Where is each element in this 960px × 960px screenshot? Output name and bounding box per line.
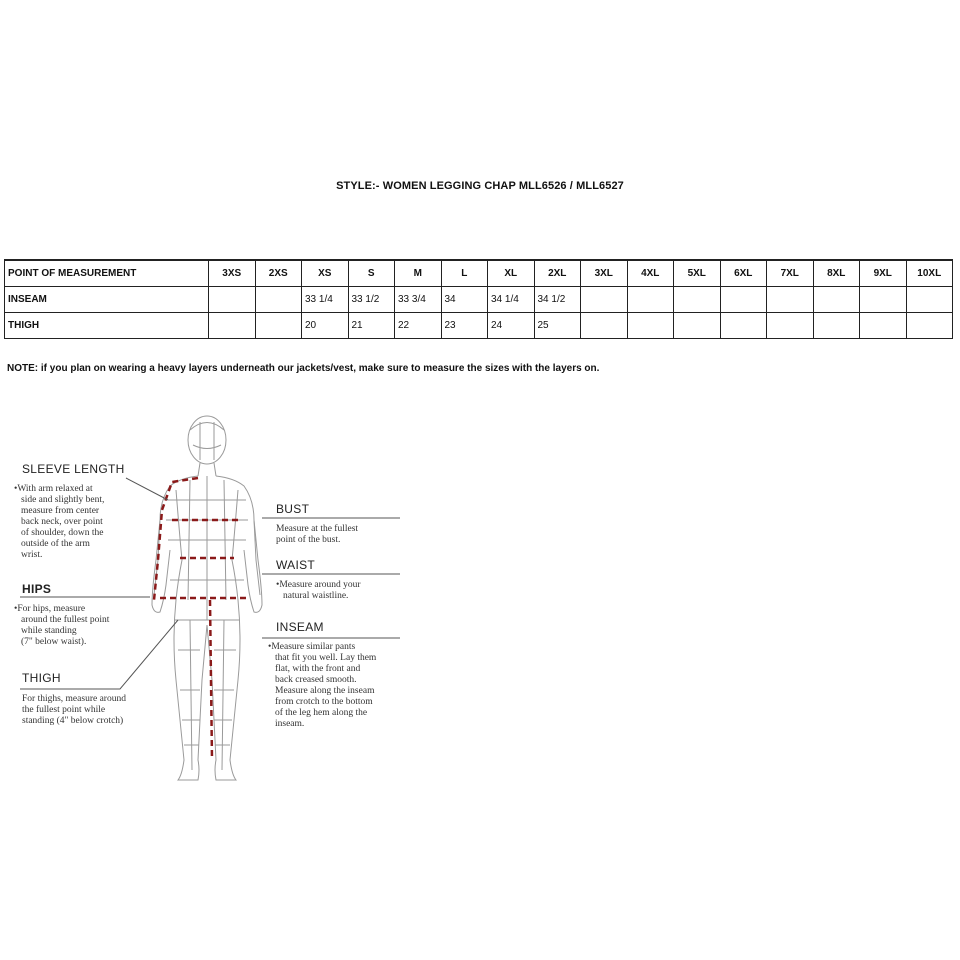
column-header: L bbox=[441, 260, 488, 286]
style-title: STYLE:- WOMEN LEGGING CHAP MLL6526 / MLL6527 bbox=[336, 180, 624, 192]
text-line: (7" below waist). bbox=[21, 637, 87, 647]
column-header: 4XL bbox=[627, 260, 674, 286]
text-line: • Measure around your bbox=[276, 580, 361, 591]
table-cell bbox=[767, 286, 814, 312]
text-line: from crotch to the bottom bbox=[275, 697, 373, 707]
table-cell bbox=[209, 312, 256, 338]
sleeve-length-label: SLEEVE LENGTH bbox=[22, 462, 125, 476]
table-cell bbox=[627, 312, 674, 338]
text-line: • For hips, measure bbox=[14, 604, 109, 615]
text-line: standing (4" below crotch) bbox=[22, 716, 124, 726]
text-line: the fullest point while bbox=[22, 705, 106, 715]
text-line: • Measure similar pants bbox=[268, 642, 376, 653]
text-line: inseam. bbox=[275, 719, 305, 729]
text-line: Measure along the inseam bbox=[275, 686, 375, 696]
waist-description bbox=[276, 580, 361, 602]
table-cell bbox=[906, 286, 953, 312]
table-cell bbox=[674, 286, 721, 312]
text-line: while standing bbox=[21, 626, 77, 636]
text-line: back neck, over point bbox=[21, 517, 103, 527]
column-header: 10XL bbox=[906, 260, 953, 286]
table-row-inseam bbox=[5, 286, 953, 312]
text-line: of shoulder, down the bbox=[21, 528, 104, 538]
table-cell bbox=[860, 312, 907, 338]
layering-note: NOTE: if you plan on wearing a heavy layers underneath our jackets/vest, make sure to measure the sizes with the layers on. bbox=[7, 363, 600, 374]
hips-description bbox=[14, 604, 109, 648]
row-label: THIGH bbox=[5, 312, 209, 338]
table-cell: 21 bbox=[348, 312, 395, 338]
inseam-label: INSEAM bbox=[276, 620, 324, 634]
column-header: 7XL bbox=[767, 260, 814, 286]
text-line: back creased smooth. bbox=[275, 675, 357, 685]
column-header: 6XL bbox=[720, 260, 767, 286]
bust-label: BUST bbox=[276, 502, 310, 516]
table-cell bbox=[255, 312, 302, 338]
table-cell: 23 bbox=[441, 312, 488, 338]
table-cell bbox=[581, 286, 628, 312]
text-line: point of the bust. bbox=[276, 535, 341, 545]
text-line: For thighs, measure around bbox=[22, 694, 126, 704]
column-header: 5XL bbox=[674, 260, 721, 286]
table-cell: 33 1/2 bbox=[348, 286, 395, 312]
table-row-thigh bbox=[5, 312, 953, 338]
table-cell bbox=[860, 286, 907, 312]
table-cell: 34 bbox=[441, 286, 488, 312]
waist-label: WAIST bbox=[276, 558, 316, 572]
table-header-row bbox=[5, 260, 953, 286]
text-line: outside of the arm bbox=[21, 539, 90, 549]
column-header: 9XL bbox=[860, 260, 907, 286]
table-cell bbox=[209, 286, 256, 312]
column-header: 3XS bbox=[209, 260, 256, 286]
column-header: POINT OF MEASUREMENT bbox=[5, 260, 209, 286]
bust-description bbox=[276, 524, 358, 546]
table-cell bbox=[720, 312, 767, 338]
hips-label: HIPS bbox=[22, 582, 52, 596]
text-line: Measure at the fullest bbox=[276, 524, 359, 534]
text-line: measure from center bbox=[21, 506, 100, 516]
column-header: M bbox=[395, 260, 442, 286]
inseam-description bbox=[268, 642, 376, 730]
table-cell: 33 1/4 bbox=[302, 286, 349, 312]
table-cell: 34 1/4 bbox=[488, 286, 535, 312]
text-line: of the leg hem along the bbox=[275, 708, 368, 718]
column-header: XS bbox=[302, 260, 349, 286]
table-cell bbox=[255, 286, 302, 312]
text-line: natural waistline. bbox=[283, 591, 349, 601]
table-cell: 22 bbox=[395, 312, 442, 338]
table-cell bbox=[906, 312, 953, 338]
column-header: 8XL bbox=[813, 260, 860, 286]
size-chart-table bbox=[4, 259, 953, 339]
column-header: 2XL bbox=[534, 260, 581, 286]
thigh-label: THIGH bbox=[22, 671, 61, 685]
column-header: S bbox=[348, 260, 395, 286]
text-line: flat, with the front and bbox=[275, 664, 361, 674]
text-line: around the fullest point bbox=[21, 615, 110, 625]
text-line: side and slightly bent, bbox=[21, 495, 105, 505]
table-cell bbox=[813, 312, 860, 338]
row-label: INSEAM bbox=[5, 286, 209, 312]
table-cell: 34 1/2 bbox=[534, 286, 581, 312]
table-cell bbox=[813, 286, 860, 312]
table-cell: 24 bbox=[488, 312, 535, 338]
column-header: 3XL bbox=[581, 260, 628, 286]
text-line: • With arm relaxed at bbox=[14, 484, 104, 495]
text-line: wrist. bbox=[21, 550, 43, 560]
table-cell bbox=[720, 286, 767, 312]
sleeve-length-description bbox=[14, 484, 104, 561]
table-cell: 25 bbox=[534, 312, 581, 338]
column-header: 2XS bbox=[255, 260, 302, 286]
table-cell: 33 3/4 bbox=[395, 286, 442, 312]
text-line: that fit you well. Lay them bbox=[275, 653, 377, 663]
table-cell bbox=[627, 286, 674, 312]
table-cell bbox=[581, 312, 628, 338]
table-cell: 20 bbox=[302, 312, 349, 338]
thigh-description bbox=[22, 694, 126, 727]
column-header: XL bbox=[488, 260, 535, 286]
table-cell bbox=[767, 312, 814, 338]
table-cell bbox=[674, 312, 721, 338]
